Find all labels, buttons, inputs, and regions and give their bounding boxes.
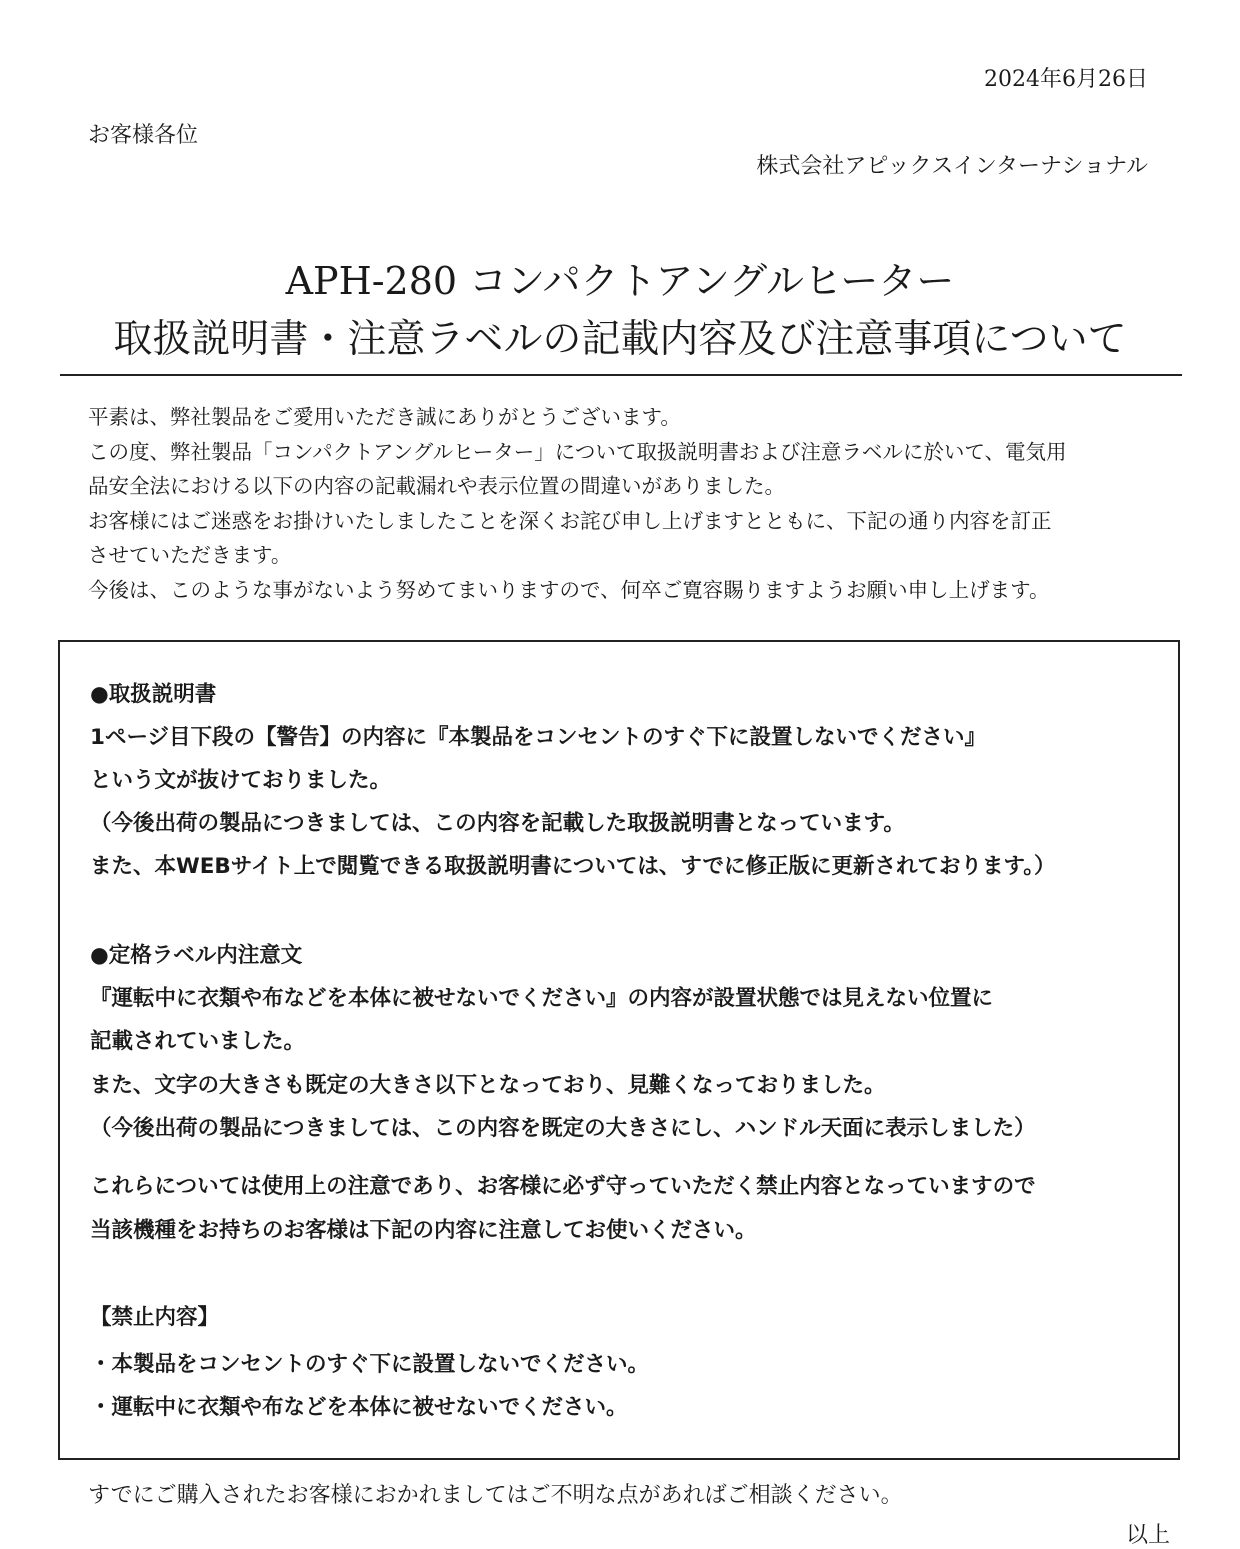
manual-line: という文が抜けておりました。	[90, 768, 392, 793]
intro-line: させていただきます。	[88, 543, 292, 568]
intro-line: 今後は、このような事がないよう努めてまいりますので、何卒ご寛容賜りますようお願い申し上げます。	[88, 577, 1050, 602]
intro-line: 平素は、弊社製品をご愛用いただき誠にありがとうございます。	[88, 405, 681, 429]
intro-paragraph	[88, 400, 1173, 608]
manual-line: また、本WEBサイト上で閲覧できる取扱説明書については、すでに修正版に更新されております。）	[90, 854, 1056, 879]
recipient: お客様各位	[88, 123, 199, 148]
prohibited-heading: 【禁止内容】	[90, 1305, 220, 1330]
summary-line: 当該機種をお持ちのお客様は下記の内容に注意してお使いください。	[90, 1218, 757, 1243]
title-line-1: APH-280 コンパクトアングルヒーター	[285, 259, 955, 303]
title-divider	[60, 374, 1182, 376]
company-name: 株式会社アピックスインターナショナル	[756, 154, 1148, 179]
label-line: また、文字の大きさも既定の大きさ以下となっており、見難くなっておりました。	[90, 1073, 886, 1098]
label-line: （今後出荷の製品につきましては、この内容を既定の大きさにし、ハンドル天面に表示しました）	[90, 1116, 1036, 1141]
notice-box	[58, 640, 1180, 1460]
prohibited-item: ・本製品をコンセントのすぐ下に設置しないでください。	[90, 1352, 650, 1377]
label-heading: ●定格ラベル内注意文	[90, 943, 303, 968]
intro-line: 品安全法における以下の内容の記載漏れや表示位置の間違いがありました。	[88, 474, 785, 499]
prohibited-item: ・運転中に衣類や布などを本体に被せないでください。	[90, 1395, 628, 1420]
title-line-2: 取扱説明書・注意ラベルの記載内容及び注意事項について	[113, 317, 1127, 362]
footer-note: すでにご購入されたお客様におかれましてはご不明な点があればご相談ください。	[88, 1483, 903, 1508]
closing-mark: 以上	[1125, 1523, 1170, 1548]
manual-line: （今後出荷の製品につきましては、この内容を記載した取扱説明書となっています。	[90, 811, 905, 836]
manual-heading: ●取扱説明書	[90, 682, 217, 707]
date: 2024年6月26日	[984, 67, 1148, 92]
intro-line: お客様にはご迷惑をお掛けいたしましたことを深くお詫び申し上げますとともに、下記の通り内容を訂正	[88, 508, 1052, 533]
label-line: 記載されていました。	[90, 1029, 306, 1054]
summary-line: これらについては使用上の注意であり、お客様に必ず守っていただく禁止内容となっていますので	[90, 1174, 1036, 1199]
intro-line: この度、弊社製品「コンパクトアングルヒーター」について取扱説明書および注意ラベルに於いて、電気用	[88, 439, 1067, 464]
manual-line: 1ページ目下段の【警告】の内容に『本製品をコンセントのすぐ下に設置しないでください』	[90, 725, 987, 750]
label-line: 『運転中に衣類や布などを本体に被せないでください』の内容が設置状態では見えない位置に	[90, 986, 994, 1011]
